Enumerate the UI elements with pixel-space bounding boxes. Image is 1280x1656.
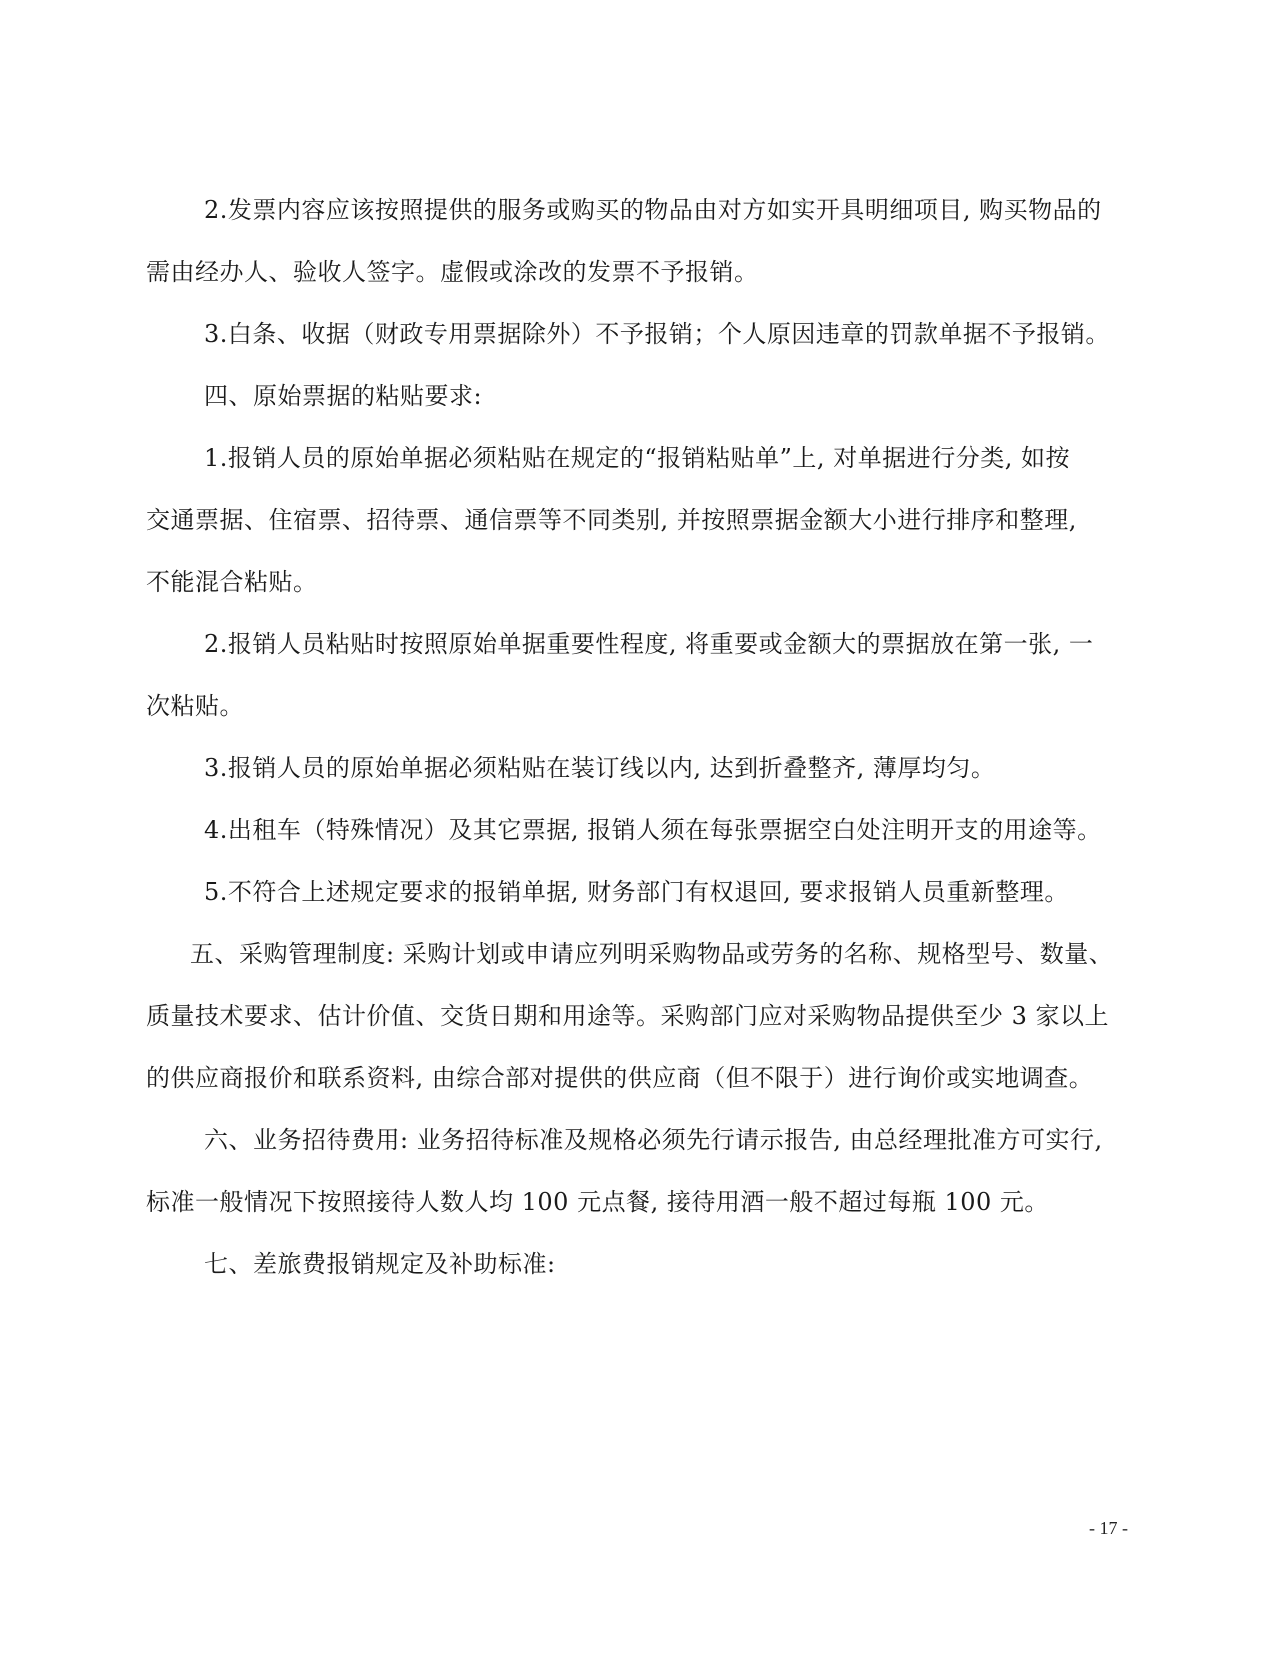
paragraph-line: 3.报销人员的原始单据必须粘贴在装订线以内, 达到折叠整齐, 薄厚均匀。 [204,754,996,782]
section-heading: 五、采购管理制度: 采购计划或申请应列明采购物品或劳务的名称、规格型号、数量、 [190,940,1114,968]
paragraph-line: 的供应商报价和联系资料, 由综合部对提供的供应商（但不限于）进行询价或实地调查。 [146,1064,1094,1092]
paragraph-line: 标准一般情况下按照接待人数人均 100 元点餐, 接待用酒一般不超过每瓶 100 元。 [146,1188,1049,1216]
paragraph-line: 次粘贴。 [146,692,244,720]
paragraph-line: 3.白条、收据（财政专用票据除外）不予报销；个人原因违章的罚款单据不予报销。 [204,320,1110,348]
paragraph-line: 2.报销人员粘贴时按照原始单据重要性程度, 将重要或金额大的票据放在第一张, 一 [204,630,1094,658]
paragraph-line: 质量技术要求、估计价值、交货日期和用途等。采购部门应对采购物品提供至少 3 家以上 [146,1002,1110,1030]
paragraph-line: 4.出租车（特殊情况）及其它票据, 报销人须在每张票据空白处注明开支的用途等。 [204,816,1102,844]
section-heading: 七、差旅费报销规定及补助标准: [204,1250,556,1278]
paragraph-line: 2.发票内容应该按照提供的服务或购买的物品由对方如实开具明细项目, 购买物品的 [204,196,1102,224]
paragraph-line: 5.不符合上述规定要求的报销单据, 财务部门有权退回, 要求报销人员重新整理。 [204,878,1069,906]
paragraph-line: 1.报销人员的原始单据必须粘贴在规定的“报销粘贴单”上, 对单据进行分类, 如按 [204,444,1070,472]
section-heading: 六、业务招待费用: 业务招待标准及规格必须先行请示报告, 由总经理批准方可实行, [204,1126,1103,1154]
paragraph-line: 需由经办人、验收人签字。虚假或涂改的发票不予报销。 [146,258,759,286]
page-number: - 17 - [1089,1518,1128,1538]
paragraph-line: 交通票据、住宿票、招待票、通信票等不同类别, 并按照票据金额大小进行排序和整理, [146,506,1077,534]
section-heading: 四、原始票据的粘贴要求: [204,382,483,410]
paragraph-line: 不能混合粘贴。 [146,568,318,596]
